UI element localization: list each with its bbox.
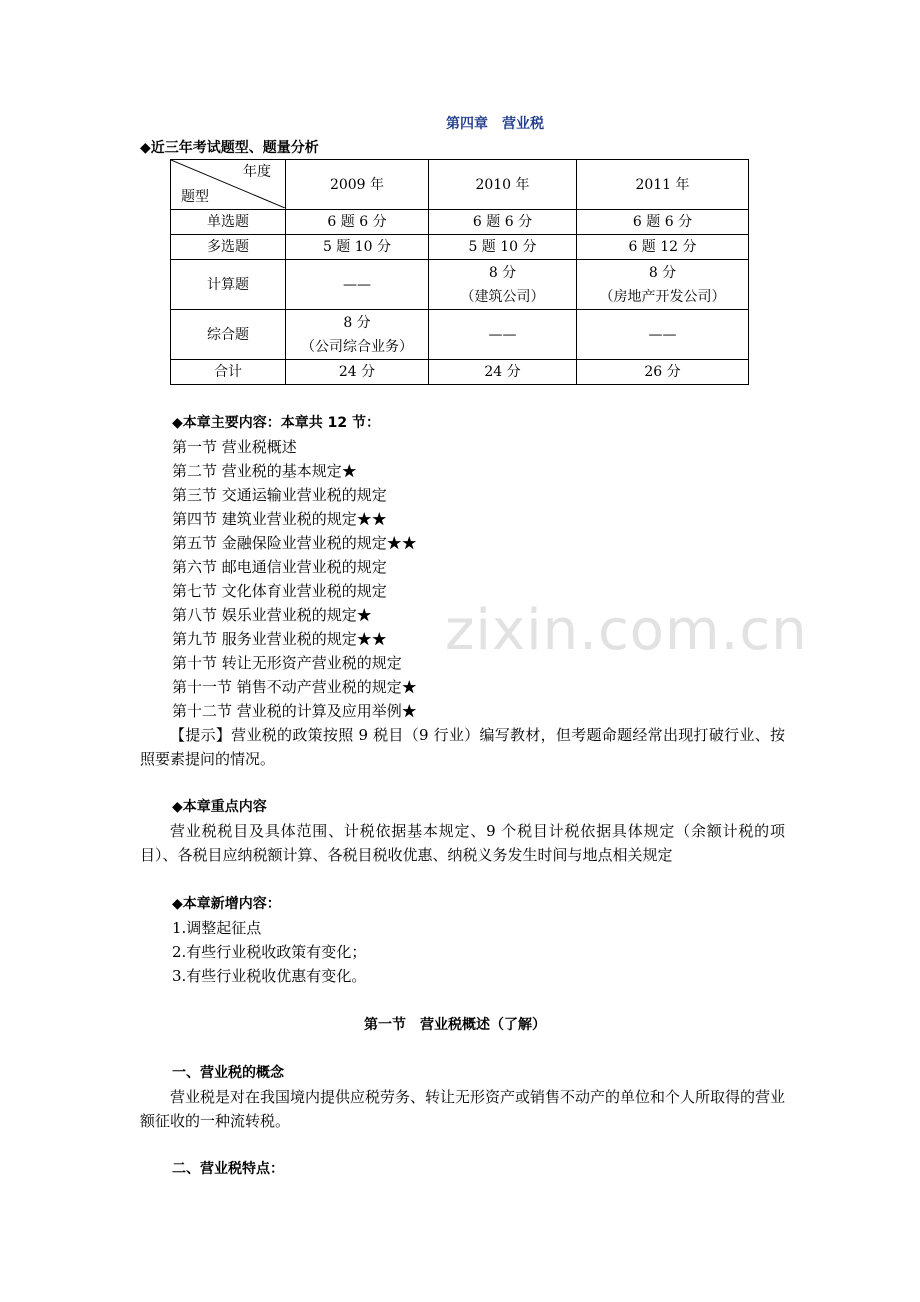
table-cell: —— <box>286 260 429 310</box>
table-cell: 5 题 10 分 <box>286 235 429 260</box>
table-header-row <box>171 160 749 210</box>
cell-line: 8 分 <box>648 264 677 281</box>
cell-line: （房地产开发公司） <box>599 288 726 305</box>
row-type-label: 合计 <box>171 360 286 385</box>
table-cell: 5 题 10 分 <box>429 235 577 260</box>
cell-line: （建筑公司） <box>460 288 545 305</box>
row-type-label: 单选题 <box>171 210 286 235</box>
list-item: 第四节 建筑业营业税的规定★★ <box>172 510 387 528</box>
cell-line: 8 分 <box>343 314 371 331</box>
table-row <box>171 210 749 235</box>
key-content-text: 营业税税目及具体范围、计税依据基本规定、9 个税目计税依据具体规定（余额计税的项目）、各税目应纳税额计算、各税目税收优惠、纳税义务发生时间与地点相关规定 <box>140 822 785 864</box>
list-item: 第十二节 营业税的计算及应用举例★ <box>172 702 417 720</box>
exam-analysis-heading: ◆近三年考试题型、题量分析 <box>140 140 319 156</box>
concept-heading: 一、营业税的概念 <box>172 1065 284 1081</box>
list-item: 第十节 转让无形资产营业税的规定 <box>172 654 402 672</box>
key-content-heading: ◆本章重点内容 <box>172 799 267 815</box>
tip-paragraph: 【提示】营业税的政策按照 9 税目（9 行业）编写教材，但考题命题经常出现打破行业、按照要素提问的情况。 <box>140 726 785 768</box>
features-heading: 二、营业税特点： <box>172 1161 284 1177</box>
corner-cell <box>171 160 286 210</box>
list-item: 第九节 服务业营业税的规定★★ <box>172 630 387 648</box>
table-row <box>171 235 749 260</box>
table-cell: 6 题 6 分 <box>286 210 429 235</box>
concept-text: 营业税是对在我国境内提供应税劳务、转让无形资产或销售不动产的单位和个人所取得的营业额征收的一种流转税。 <box>140 1088 786 1130</box>
list-item: 3.有些行业税收优惠有变化。 <box>172 967 367 985</box>
table-cell: 6 题 6 分 <box>577 210 749 235</box>
year-header: 2009 年 <box>286 160 429 210</box>
corner-type-label: 题型 <box>181 189 209 205</box>
chapter-title: 第四章 营业税 <box>446 116 544 132</box>
corner-year-label: 年度 <box>243 164 271 180</box>
table-cell: —— <box>577 310 749 360</box>
main-content-heading: ◆本章主要内容：本章共 12 节： <box>172 415 380 431</box>
list-item: 第五节 金融保险业营业税的规定★★ <box>172 534 417 552</box>
table-cell: 6 题 6 分 <box>429 210 577 235</box>
list-item: 1.调整起征点 <box>172 919 262 937</box>
table-cell: 26 分 <box>577 360 749 385</box>
table-cell: 24 分 <box>286 360 429 385</box>
table-cell: 24 分 <box>429 360 577 385</box>
cell-line: （公司综合业务） <box>301 338 413 355</box>
row-type-label: 计算题 <box>171 260 286 310</box>
table-row <box>171 260 749 310</box>
list-item: 第六节 邮电通信业营业税的规定 <box>172 558 387 576</box>
list-item: 第三节 交通运输业营业税的规定 <box>172 486 387 504</box>
row-type-label: 多选题 <box>171 235 286 260</box>
list-item: 第十一节 销售不动产营业税的规定★ <box>172 678 417 696</box>
table-row <box>171 360 749 385</box>
year-header: 2011 年 <box>577 160 749 210</box>
row-type-label: 综合题 <box>171 310 286 360</box>
section-list <box>172 435 417 723</box>
watermark: zixin.com.cn <box>445 598 808 663</box>
list-item: 第八节 娱乐业营业税的规定★ <box>172 606 372 624</box>
cell-line: 8 分 <box>488 264 517 281</box>
table-cell: 6 题 12 分 <box>577 235 749 260</box>
table-cell <box>429 260 577 310</box>
list-item: 第七节 文化体育业营业税的规定 <box>172 582 387 600</box>
table-cell: —— <box>429 310 577 360</box>
table-row <box>171 310 749 360</box>
section-one-title: 第一节 营业税概述（了解） <box>364 1017 546 1033</box>
list-item: 2.有些行业税收政策有变化； <box>172 943 367 961</box>
new-content-list <box>172 916 366 988</box>
table-cell <box>577 260 749 310</box>
exam-analysis-table <box>170 159 749 385</box>
table-cell <box>286 310 429 360</box>
new-content-heading: ◆本章新增内容： <box>172 896 281 912</box>
year-header: 2010 年 <box>429 160 577 210</box>
list-item: 第一节 营业税概述 <box>172 438 297 456</box>
list-item: 第二节 营业税的基本规定★ <box>172 462 357 480</box>
